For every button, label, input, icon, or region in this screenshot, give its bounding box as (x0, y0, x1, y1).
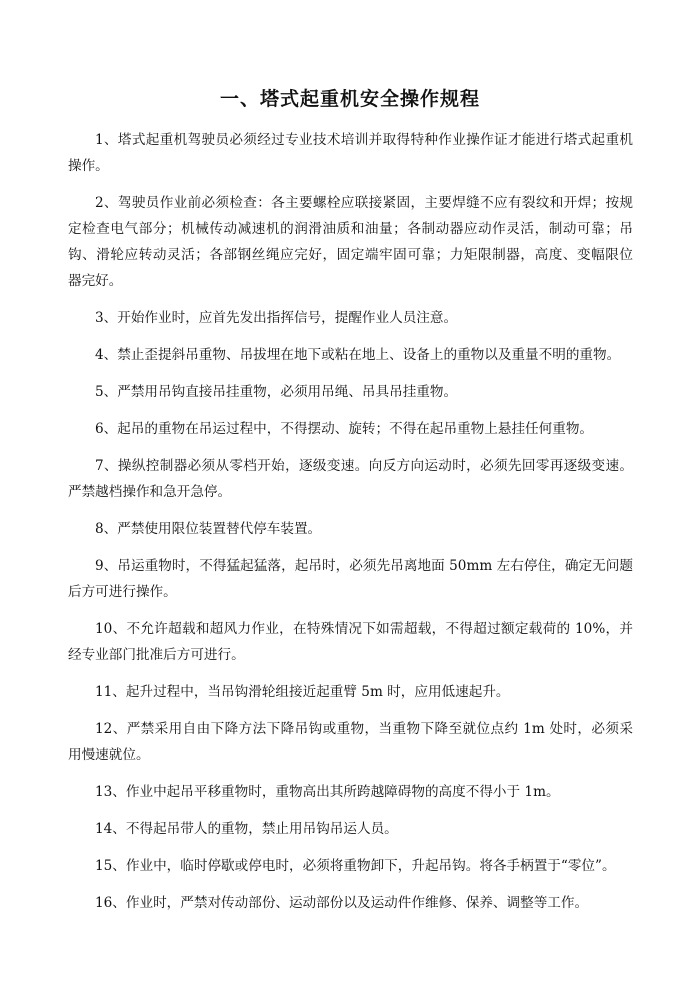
paragraph-line: 10、不允许超载和超风力作业，在特殊情况下如需超载，不得超过额定载荷的 10%，并 (95, 621, 633, 637)
paragraph-line: 定检查电气部分；机械传动减速机的润滑油质和油量；各制动器应动作灵活，制动可靠；吊 (68, 221, 633, 237)
rule-paragraph (68, 616, 633, 668)
paragraph-line: 严禁越档操作和急开急停。 (68, 484, 232, 500)
paragraph-line: 11、起升过程中，当吊钩滑轮组接近起重臂 5m 时，应用低速起升。 (95, 684, 510, 700)
paragraph-line: 器完好。 (68, 273, 123, 289)
rule-paragraph (68, 342, 633, 368)
rule-paragraph (68, 679, 633, 705)
paragraph-line: 经专业部门批准后方可进行。 (68, 647, 245, 663)
paragraph-line: 9、吊运重物时，不得猛起猛落，起吊时，必须先吊离地面 50mm 左右停住，确定无问题 (95, 558, 633, 574)
rule-paragraph (68, 305, 633, 331)
rule-paragraph (68, 553, 633, 605)
rule-paragraph (68, 379, 633, 405)
rule-paragraph (68, 453, 633, 505)
rule-paragraph (68, 816, 633, 842)
rule-paragraph (68, 516, 633, 542)
paragraph-line: 4、禁止歪提斜吊重物、吊拔埋在地下或粘在地上、设备上的重物以及重量不明的重物。 (95, 347, 621, 363)
rule-paragraph (68, 779, 633, 805)
rule-paragraph (68, 716, 633, 768)
paragraph-line: 8、严禁使用限位装置替代停车装置。 (95, 521, 322, 537)
paragraph-line: 5、严禁用吊钩直接吊挂重物，必须用吊绳、吊具吊挂重物。 (95, 384, 458, 400)
paragraph-line: 6、起吊的重物在吊运过程中，不得摆动、旋转；不得在起吊重物上悬挂任何重物。 (95, 421, 594, 437)
paragraph-line: 操作。 (68, 158, 109, 174)
paragraph-line: 1、塔式起重机驾驶员必须经过专业技术培训并取得特种作业操作证才能进行塔式起重机 (95, 132, 633, 148)
paragraph-line: 2、驾驶员作业前必须检查：各主要螺栓应联接紧固，主要焊缝不应有裂纹和开焊；按规 (95, 195, 633, 211)
paragraph-line: 16、作业时，严禁对传动部份、运动部份以及运动件作维修、保养、调整等工作。 (95, 895, 589, 911)
paragraph-line: 7、操纵控制器必须从零档开始，逐级变速。向反方向运动时，必须先回零再逐级变速。 (95, 458, 633, 474)
rule-paragraph (68, 190, 633, 294)
paragraph-line: 后方可进行操作。 (68, 584, 177, 600)
document-title: 一、塔式起重机安全操作规程 (219, 88, 480, 110)
rule-paragraph (68, 416, 633, 442)
paragraph-line: 15、作业中，临时停歇或停电时，必须将重物卸下，升起吊钩。将各手柄置于“零位”。 (95, 858, 616, 874)
rule-paragraph (68, 890, 633, 916)
paragraph-line: 12、严禁采用自由下降方法下降吊钩或重物，当重物下降至就位点约 1m 处时，必须采 (95, 721, 633, 737)
rule-paragraph (68, 853, 633, 879)
paragraph-line: 3、开始作业时，应首先发出指挥信号，提醒作业人员注意。 (95, 310, 458, 326)
document-body (68, 127, 633, 927)
rule-paragraph (68, 127, 633, 179)
paragraph-line: 14、不得起吊带人的重物，禁止用吊钩吊运人员。 (95, 821, 398, 837)
paragraph-line: 用慢速就位。 (68, 747, 150, 763)
paragraph-line: 13、作业中起吊平移重物时，重物高出其所跨越障碍物的高度不得小于 1m。 (95, 784, 560, 800)
paragraph-line: 钩、滑轮应转动灵活；各部钢丝绳应完好，固定端牢固可靠；力矩限制器，高度、变幅限位 (68, 247, 633, 263)
